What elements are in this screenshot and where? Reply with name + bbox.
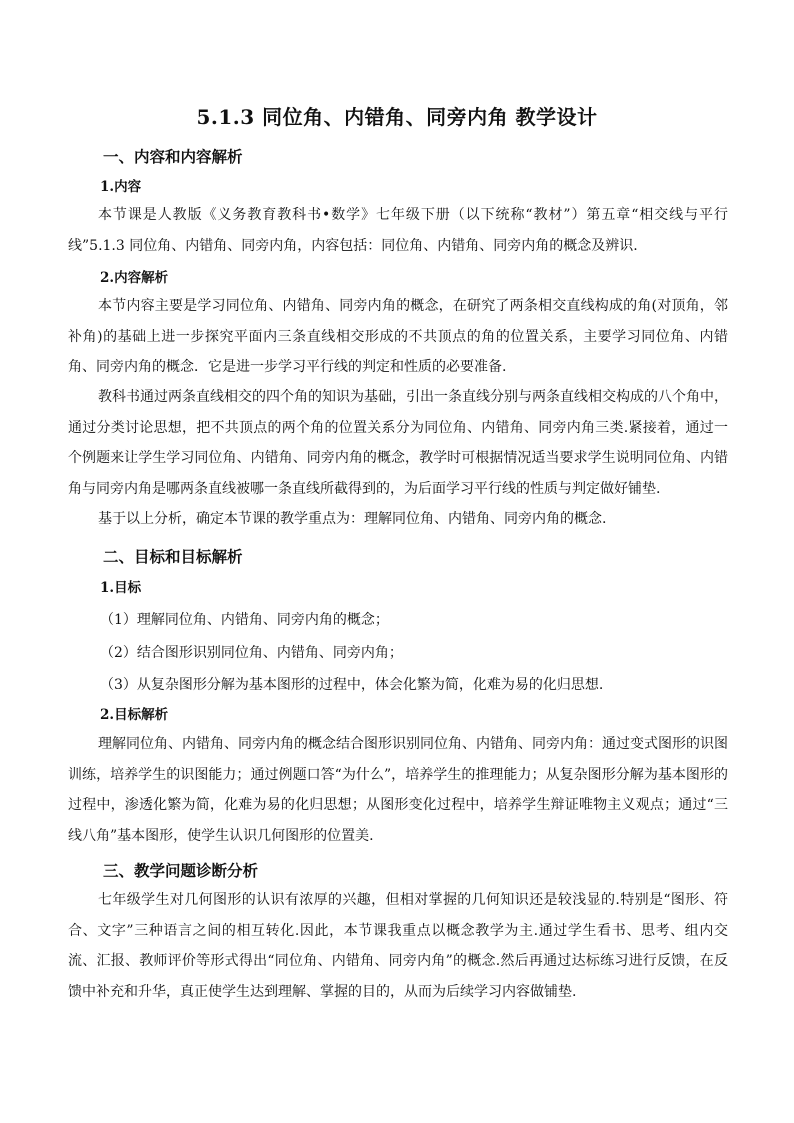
section-1-paragraph-4: 基于以上分析，确定本节课的教学重点为：理解同位角、内错角、同旁内角的概念.	[98, 511, 607, 527]
goal-item-1: （1）理解同位角、内错角、同旁内角的概念；	[100, 612, 389, 628]
section-1-heading: 一、内容和内容解析	[103, 147, 243, 166]
section-2-heading: 二、目标和目标解析	[103, 547, 243, 566]
section-1-paragraph-2: 本节内容主要是学习同位角、内错角、同旁内角的概念，在研究了两条相交直线构成的角(对顶角，邻补角)的基础上进一步探究平面内三条直线相交形成的不共顶点的角的位置关系，主要学习同位角、内错角、同旁内角的概念．它是进一步学习平行线的判定和性质的必要准备.	[68, 298, 728, 375]
document-title: 5.1.3 同位角、内错角、同旁内角 教学设计	[196, 105, 598, 129]
section-3-heading: 三、教学问题诊断分析	[103, 861, 259, 880]
section-2-sub-goals: 1.目标	[100, 580, 142, 596]
section-1-paragraph-1: 本节课是人教版《义务教育教科书•数学》七年级下册（以下统称“教材”）第五章“相交线与平行线”5.1.3 同位角、内错角、同旁内角，内容包括：同位角、内错角、同旁内角的概念及辨识.	[68, 207, 728, 254]
section-3-paragraph-1: 七年级学生对几何图形的认识有浓厚的兴趣，但相对掌握的几何知识还是较浅显的.特别是“图形、符合、文字”三种语言之间的相互转化.因此，本节课我重点以概念教学为主.通过学生看书、思考、组内交流、汇报、教师评价等形式得出“同位角、内错角、同旁内角”的概念.然后再通过达标练习进行反馈，在反馈中补充和升华，真正使学生达到理解、掌握的目的，从而为后续学习内容做铺垫.	[68, 892, 728, 1000]
section-1-sub-content: 1.内容	[100, 179, 142, 195]
section-2-sub-analysis: 2.目标解析	[100, 707, 169, 723]
section-2-paragraph-1: 理解同位角、内错角、同旁内角的概念结合图形识别同位角、内错角、同旁内角：通过变式图形的识图训练，培养学生的识图能力；通过例题口答“为什么”，培养学生的推理能力；从复杂图形分解为基本图形的过程中，渗透化繁为简，化难为易的化归思想；从图形变化过程中，培养学生辩证唯物主义观点；通过“三线八角”基本图形，使学生认识几何图形的位置美.	[68, 736, 728, 844]
goal-item-3: （3）从复杂图形分解为基本图形的过程中，体会化繁为简，化难为易的化归思想.	[100, 677, 604, 693]
goal-item-2: （2）结合图形识别同位角、内错角、同旁内角；	[100, 645, 403, 661]
section-1-paragraph-3: 教科书通过两条直线相交的四个角的知识为基础，引出一条直线分别与两条直线相交构成的八个角中，通过分类讨论思想，把不共顶点的两个角的位置关系分为同位角、内错角、同旁内角三类.紧接着，通过一个例题来让学生学习同位角、内错角、同旁内角的概念，教学时可根据情况适当要求学生说明同位角、内错角与同旁内角是哪两条直线被哪一条直线所截得到的，为后面学习平行线的性质与判定做好铺垫.	[68, 389, 728, 497]
section-1-sub-analysis: 2.内容解析	[100, 270, 169, 286]
